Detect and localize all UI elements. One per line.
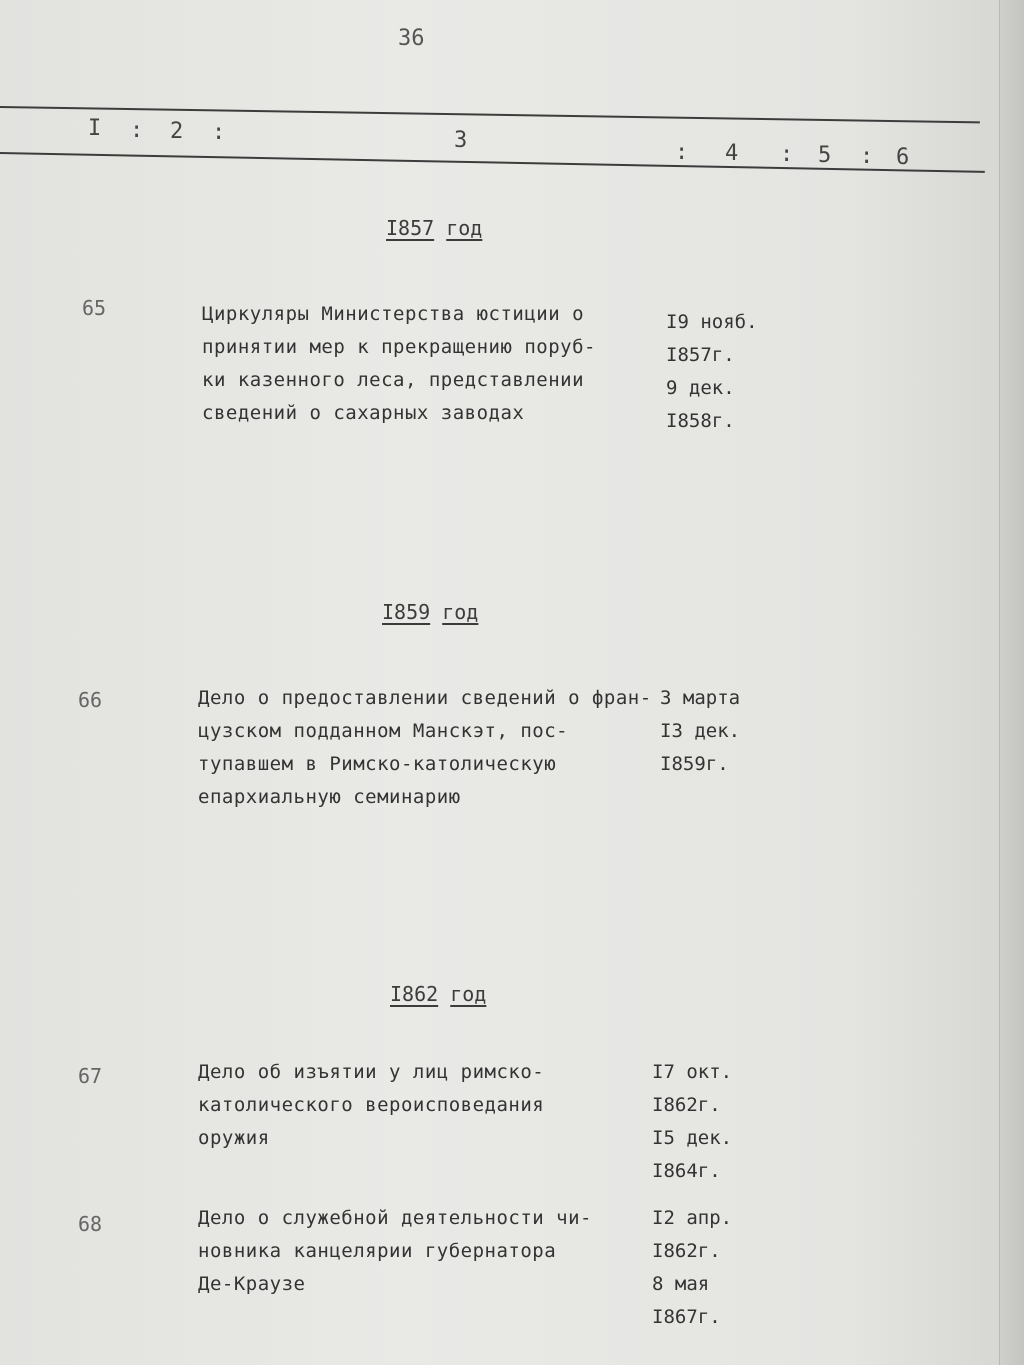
header-top-rule [0, 106, 980, 123]
date-line: 8 мая [652, 1273, 710, 1295]
year-word: год [442, 600, 479, 624]
page-edge [999, 0, 1024, 1365]
entry-number: 65 [82, 296, 107, 320]
date-line: 3 марта [660, 687, 741, 709]
date-line: I5 дек. [652, 1127, 733, 1149]
date-line: I3 дек. [660, 720, 741, 742]
date-line: I862г. [652, 1094, 721, 1116]
description-line: принятии мер к прекращению поруб- [202, 336, 596, 358]
entry-dates [660, 682, 740, 781]
description-line: епархиальную семинарию [198, 786, 461, 808]
year-word: год [446, 216, 483, 240]
column-header-2: 2 [170, 119, 184, 144]
year-word: год [450, 982, 487, 1006]
year-value: I857 [386, 216, 435, 240]
date-line: I867г. [652, 1306, 721, 1328]
entry-description [198, 1056, 544, 1155]
entry-number: 67 [78, 1064, 103, 1088]
year-heading [386, 216, 482, 240]
description-line: Циркуляры Министерства юстиции о [202, 303, 585, 325]
description-line: Де-Краузе [198, 1273, 306, 1295]
column-header-4: 4 [725, 141, 739, 166]
description-line: цузском подданном Манскэт, пос- [198, 720, 569, 742]
description-line: Дело о служебной деятельности чи- [198, 1207, 592, 1229]
date-line: I864г. [652, 1160, 721, 1182]
year-heading [390, 982, 486, 1006]
column-separator: : [212, 120, 226, 145]
year-heading [382, 600, 478, 624]
year-value: I859 [382, 600, 431, 624]
date-line: I2 апр. [652, 1207, 733, 1229]
description-line: Дело об изъятии у лиц римско- [198, 1061, 545, 1083]
description-line: оружия [198, 1127, 270, 1149]
description-line: тупавшем в Римско-католическую [198, 753, 557, 775]
entry-number: 66 [78, 688, 103, 712]
date-line: I9 нояб. [666, 311, 758, 333]
column-separator: : [130, 118, 144, 143]
entry-dates [666, 306, 758, 438]
entry-description [202, 298, 596, 430]
year-value: I862 [390, 982, 439, 1006]
column-header-1: I [88, 116, 102, 141]
date-line: 9 дек. [666, 377, 735, 399]
page-number: 36 [398, 26, 425, 51]
entry-dates [652, 1202, 732, 1334]
column-header-3: 3 [454, 128, 468, 153]
column-header-6: 6 [896, 145, 910, 170]
date-line: I857г. [666, 344, 735, 366]
description-line: католического вероисповедания [198, 1094, 545, 1116]
entry-number: 68 [78, 1212, 103, 1236]
entry-dates [652, 1056, 732, 1188]
description-line: сведений о сахарных заводах [202, 402, 525, 424]
entry-description [198, 682, 652, 814]
entry-description [198, 1202, 592, 1301]
column-separator: : [675, 140, 689, 165]
description-line: Дело о предоставлении сведений о фран- [198, 687, 652, 709]
column-separator: : [860, 144, 874, 169]
column-header-5: 5 [818, 143, 832, 168]
date-line: I7 окт. [652, 1061, 733, 1083]
description-line: ки казенного леса, представлении [202, 369, 585, 391]
description-line: новника канцелярии губернатора [198, 1240, 557, 1262]
column-separator: : [780, 142, 794, 167]
date-line: I862г. [652, 1240, 721, 1262]
date-line: I858г. [666, 410, 735, 432]
date-line: I859г. [660, 753, 729, 775]
header-bottom-rule [0, 152, 985, 173]
